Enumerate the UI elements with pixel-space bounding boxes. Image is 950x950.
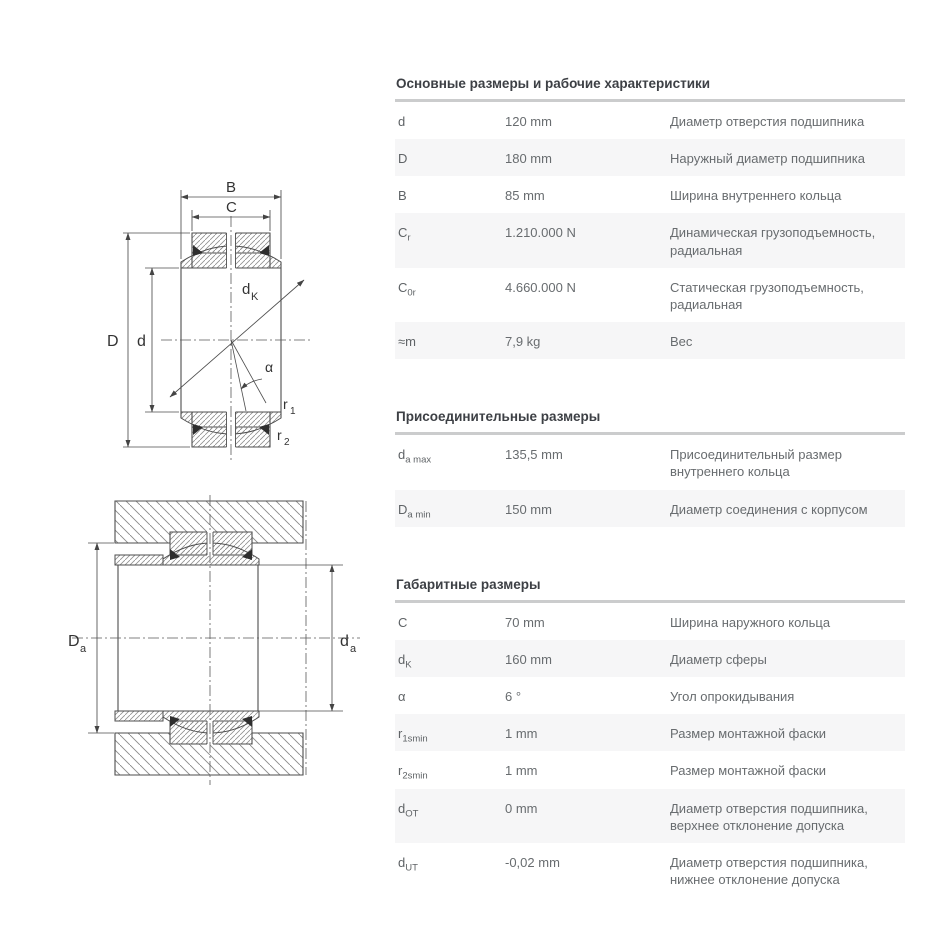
description-cell: Диаметр отверстия подшипника, нижнее отклонение допуска xyxy=(670,854,868,887)
symbol-cell: D xyxy=(398,151,408,167)
table-row xyxy=(395,176,905,213)
symbol-cell: $r_{2smin}$ xyxy=(398,763,428,782)
section-title: Габаритные размеры xyxy=(395,571,905,603)
table-row xyxy=(395,322,905,359)
description-cell: Диаметр сферы xyxy=(670,651,767,667)
description-cell: Размер монтажной фаски xyxy=(670,726,827,742)
dim-label-alpha: α xyxy=(265,359,274,375)
symbol-cell: C xyxy=(398,614,408,630)
table-row xyxy=(395,213,905,267)
table-body xyxy=(395,435,905,526)
dim-label-dk-sub: K xyxy=(251,291,259,303)
dim-label-Da: D xyxy=(68,633,80,650)
value-cell: 7,9 kg xyxy=(505,334,541,350)
symbol-cell: $d_{OT}$ xyxy=(398,800,419,820)
dim-label-d: d xyxy=(137,333,146,350)
description-cell: Диаметр отверстия подшипника, верхнее отклонение допуска xyxy=(670,800,868,833)
value-cell: 70 mm xyxy=(505,614,545,630)
value-cell: -0,02 mm xyxy=(505,854,560,870)
symbol-cell: d xyxy=(398,114,406,129)
table-row xyxy=(395,603,905,640)
table-row xyxy=(395,268,905,322)
table-row xyxy=(395,677,905,714)
value-cell: 135,5 mm xyxy=(505,447,563,463)
section-overall-dimensions xyxy=(395,571,905,897)
value-cell: 180 mm xyxy=(505,151,552,167)
symbol-cell: B xyxy=(398,188,407,204)
table-row xyxy=(395,435,905,489)
symbol-cell: $d_K$ xyxy=(398,651,412,671)
description-cell: Диаметр соединения с корпусом xyxy=(670,501,868,517)
shoulder-strip-top xyxy=(115,555,163,565)
shoulder-strip-bottom xyxy=(115,711,163,721)
value-cell: 1.210.000 N xyxy=(505,225,576,241)
mounted-bearing-diagram xyxy=(60,485,370,815)
table-row xyxy=(395,490,905,527)
value-cell: 4.660.000 N xyxy=(505,279,576,295)
description-cell: Статическая грузоподъемность, радиальная xyxy=(670,279,864,312)
symbol-cell: $C_r$ xyxy=(398,225,411,245)
dim-label-B: B xyxy=(226,179,237,196)
dim-label-D: D xyxy=(107,333,119,350)
dim-label-r2-sub: 2 xyxy=(284,437,290,448)
dim-label-da: d xyxy=(340,633,349,650)
dim-label-Da-sub: a xyxy=(80,643,87,655)
table-row xyxy=(395,789,905,843)
value-cell: 150 mm xyxy=(505,501,552,517)
value-cell: 1 mm xyxy=(505,763,538,779)
tilt-angle-lines xyxy=(231,340,266,411)
table-row xyxy=(395,640,905,677)
section-main-dimensions xyxy=(395,70,905,359)
description-cell: Ширина внутреннего кольца xyxy=(670,188,842,204)
description-cell: Вес xyxy=(670,334,693,350)
spec-tables xyxy=(395,70,905,897)
section-connection-dimensions xyxy=(395,403,905,526)
value-cell: 0 mm xyxy=(505,800,538,816)
value-cell: 85 mm xyxy=(505,188,545,204)
symbol-cell: α xyxy=(398,689,406,705)
table-row xyxy=(395,102,905,139)
section-title: Присоединительные размеры xyxy=(395,403,905,435)
table-row xyxy=(395,714,905,751)
value-cell: 120 mm xyxy=(505,114,552,129)
table-row xyxy=(395,139,905,176)
dim-label-da-sub: a xyxy=(350,643,357,655)
symbol-cell: $r_{1smin}$ xyxy=(398,726,428,745)
description-cell: Присоединительный размер внутреннего кольца xyxy=(670,447,842,480)
table-body xyxy=(395,603,905,897)
dim-label-C: C xyxy=(226,199,237,216)
symbol-cell: ≈m xyxy=(398,334,416,350)
description-cell: Наружный диаметр подшипника xyxy=(670,151,865,167)
value-cell: 160 mm xyxy=(505,651,552,667)
dim-label-dk: d xyxy=(242,281,251,298)
bearing-cross-section-diagram xyxy=(95,160,345,470)
description-cell: Размер монтажной фаски xyxy=(670,763,827,779)
dim-label-r2: r xyxy=(277,427,282,443)
description-cell: Угол опрокидывания xyxy=(670,689,795,705)
description-cell: Динамическая грузоподъемность, радиальная xyxy=(670,225,876,258)
symbol-cell: $D_{a min}$ xyxy=(398,501,431,521)
description-cell: Ширина наружного кольца xyxy=(670,614,831,630)
dim-label-r1: r xyxy=(283,396,288,412)
value-cell: 1 mm xyxy=(505,726,538,742)
dimension-lines xyxy=(123,190,304,447)
description-cell: Диаметр отверстия подшипника xyxy=(670,114,865,129)
table-row xyxy=(395,751,905,788)
value-cell: 6 ° xyxy=(505,689,522,705)
table-row xyxy=(395,843,905,897)
section-title: Основные размеры и рабочие характеристики xyxy=(395,70,905,102)
dim-label-r1-sub: 1 xyxy=(290,406,296,417)
symbol-cell: $d_{a max}$ xyxy=(398,447,432,466)
table-body xyxy=(395,102,905,359)
symbol-cell: $C_{0r}$ xyxy=(398,279,416,299)
symbol-cell: $d_{UT}$ xyxy=(398,854,418,874)
